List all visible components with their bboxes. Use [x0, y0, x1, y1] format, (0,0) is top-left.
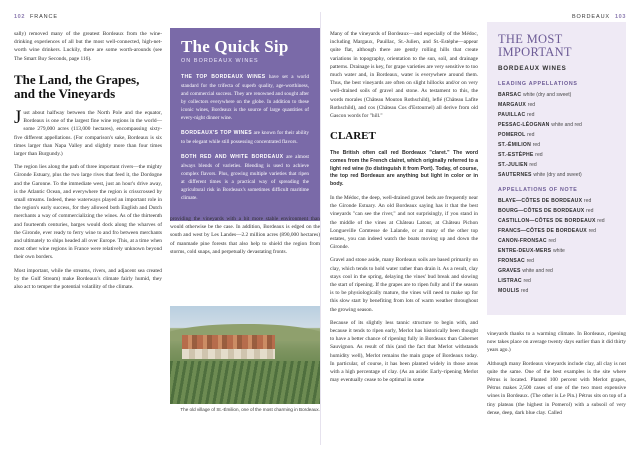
- body-paragraph: Most important, while the streams, rivers, and adjacent sea created by the Gulf Stream) make Bordeaux's climate fairly humid, they also act to temper the potential volatility of the climate.: [14, 267, 162, 290]
- appellation-desc: red: [588, 228, 596, 235]
- appellation-desc: red: [520, 287, 529, 294]
- photo-walls: [182, 349, 275, 359]
- quick-sip-item-text: have set a world standard for the trifecta of superb quality, age-worthiness, and commercial success. They are renowned and sought after by collectors everywhere on the globe. In addition to these iconic wines, Bordeaux is the source of large quantities of every-night dinner wine.: [181, 74, 309, 122]
- appellation-desc: red: [586, 208, 594, 215]
- photo-figure: [170, 306, 320, 413]
- list-item: [498, 278, 615, 284]
- list-item: [498, 218, 615, 224]
- quick-sip-item-lead: BORDEAUX'S TOP WINES: [181, 130, 253, 137]
- appellation-desc: white (dry and sweet): [522, 92, 572, 99]
- left-column-a: [14, 30, 162, 296]
- appellation-name: BARSAC: [498, 92, 522, 99]
- appellation-name: FRONSAC: [498, 257, 525, 264]
- quick-sip-item-lead: THE TOP BORDEAUX WINES: [181, 74, 266, 80]
- body-paragraph: Although many Bordeaux vineyards include clay, all clay is not quite the same. One of the best examples is the site where Pétrus is located. Planted 100 percent with Merlot grapes, Pétrus makes 2,500 cases of one of the two most expensive wines in Bordeaux. (The other is Le Pin.) Pétrus sits on top of a tiny plateau (the highest in Pomerol) with a subsoil of very dense, deep, dark blue clay. Called: [487, 360, 626, 416]
- running-head-right: [572, 14, 626, 20]
- appellation-desc: white (dry and sweet): [533, 171, 582, 178]
- quick-sip-subtitle: ON BORDEAUX WINES: [181, 58, 259, 64]
- group-heading-appellations-of-note: APPELLATIONS OF NOTE: [498, 187, 578, 194]
- list-item: [498, 288, 615, 294]
- appellation-name: MOULIS: [498, 287, 520, 294]
- appellation-name: MARGAUX: [498, 102, 527, 109]
- body-paragraph: Gravel and stone aside, many Bordeaux soils are based primarily on clay, which tends to hold water rather than drain it. As a result, clay stays cool in the spring, delaying the vines' bud break and slowing the start of ripening. If the grapes are to ripen fully and if the season is to be physiologically mature, the vines will need to make up for this slow start by benefiting from lots of warm weather throughout the growing season.: [330, 257, 478, 313]
- appellation-desc: white and red: [522, 267, 553, 274]
- quick-sip-item: [181, 73, 309, 122]
- list-item: [498, 238, 615, 244]
- list-item: [498, 112, 615, 118]
- list-item: [498, 228, 615, 234]
- list-item: [498, 172, 615, 178]
- running-head-left: [14, 14, 58, 20]
- list-item: [498, 102, 615, 108]
- appellation-name: LISTRAC: [498, 277, 522, 284]
- most-important-panel: [487, 22, 626, 315]
- claret-heading: CLARET: [330, 130, 376, 143]
- appellation-name: CANON-FRONSAC: [498, 238, 547, 245]
- appellation-desc: red: [526, 257, 534, 264]
- appellation-desc: red: [535, 151, 543, 158]
- list-item: [498, 248, 615, 254]
- folio-left: 102: [14, 14, 25, 20]
- most-important-subtitle: BORDEAUX WINES: [498, 65, 567, 73]
- body-paragraph: The region lies along the path of three important rivers—the mighty Gironde Estuary, plus the two large rives that feed it, the Dordogne and the Garonne. To the immediate west, just an hour's drive away, is the Atlantic Ocean, and everywhere the region is crisscrossed by small streams. Indeed, these waterways played an important role in the region's early success, for they allowed both English and Dutch merchants a way of commercializing the wines. As of the thirteenth and fourteenth centuries, barges would dock along the wharves of the Gironde, ever ready to ferry wine to and fro between merchants and ultimately to ships headed all over Europe. This, at a time when most other wine regions in France were relatively unknown beyond their own borders.: [14, 164, 162, 261]
- list-item: [498, 122, 615, 128]
- leading-appellations-list: [498, 92, 615, 178]
- photo-saint-emilion-village: [170, 306, 320, 404]
- right-column-inner-top: [330, 30, 478, 389]
- list-item: [498, 132, 615, 138]
- appellation-desc: red: [527, 102, 536, 109]
- appellation-name: POMEROL: [498, 132, 526, 139]
- appellation-desc: red: [527, 132, 535, 139]
- appellation-desc: red: [548, 238, 556, 245]
- appellation-desc: white: [552, 248, 565, 254]
- photo-vineyard-rows: [170, 361, 320, 404]
- appellation-desc: red: [583, 198, 592, 205]
- body-paragraph: In the Médoc, the deep, well-drained gravel beds are frequently near the Gironde Estuary. An old Bordeaux saying has it that the best vineyards "can see the river," and not surprisingly, if you stand in the middle of the vines at Château Latour, at Château Pichon Longueville Comtesse de Lalande, or at many of the other top estates, you can indeed watch the boats moving up and down the Gironde.: [330, 194, 478, 251]
- appellation-name: ENTRE-DEUX-MERS: [498, 248, 552, 254]
- gutter-divider: [320, 12, 321, 445]
- appellation-desc: red: [529, 161, 537, 168]
- appellation-name: ST.-ÉMILION: [498, 142, 532, 149]
- body-paragraph: Just about halfway between the North Pole and the equator, Bordeaux is one of the largest fine wine regions in the world—some 279,000 acres (113,000 hectares), encompassing sixty-five different appellations. (For comparison's sake, Bordeaux is six times larger than Napa Valley and slightly more than four times larger than Burgundy.): [14, 106, 162, 157]
- running-title-left: FRANCE: [29, 14, 58, 20]
- appellation-name: BOURG—CÔTES DE BORDEAUX: [498, 208, 585, 215]
- right-column-outer-bottom: [487, 330, 626, 422]
- appellation-desc: red: [527, 112, 535, 119]
- appellation-name: SAUTERNES: [498, 171, 532, 178]
- quick-sip-item-text: are almost always blends of varieties. Blending is used to achieve complex flavors. Plus, growing multiple varieties that ripen at different times is a practical way of spreading the agricultural risk in Bordeaux's sometimes difficult maritime climate.: [181, 154, 309, 202]
- section-heading-land-grapes-vineyards: The Land, the Grapes, and the Vineyards: [14, 71, 140, 102]
- list-item: [498, 208, 615, 214]
- appellation-name: ST.-JULIEN: [498, 161, 528, 168]
- appellation-desc: red: [597, 218, 605, 225]
- appellation-name: BLAYE—CÔTES DE BORDEAUX: [498, 198, 583, 205]
- body-paragraph: Many of the vineyards of Bordeaux—and especially of the Médoc, including Margaux, Pauillac, St.-Julien, and St.-Estèphe—appear quite flat, although there are gently rolling hills that create variations in topography, orientation to the sun, soil, and drainage patterns. Drainage is key, for grape varieties are very sensitive to too much water and, in Bordeaux, water is everywhere around them. Thus, the best vineyards are often on slight hillocks and/or on very well-drained soils of gravel and stone. As testament to this, the words morales (Château Mouton Rothschild), leflé (Château Lafite Rothschild), and cos (Château Cos d'Estournel) all derive from old Gascon words for "hill.": [330, 31, 478, 120]
- quick-sip-item: [181, 153, 309, 202]
- appellation-desc: red: [532, 142, 541, 149]
- intro-paragraph: sally) removed many of the greatest Bordeaux from the wine-drinking experiences of all but the most well-connected, high-net-worth wine drinkers. Luckily, there are some worth-arounds (see The Smart Buy Seconds, page 116).: [14, 31, 162, 62]
- appellation-name: CASTILLON—CÔTES DE BORDEAUX: [498, 218, 596, 225]
- body-paragraph: Because of its slightly less tannic structure to begin with, and because it tends to ripen early, Merlot has historically been thought to have a better chance of ripening fully in Bordeaux than Cabernet Sauvignon. As result of this (and the fact that Merlot withstands humidity well), Merlot remains the main grape of Bordeaux today. In particular, of course, it has been planted widely in those areas with a high percentage of clay. (As an aside: Early-ripening Merlot may eventually cease to be optimal in some: [330, 319, 478, 384]
- list-item: [498, 92, 615, 98]
- folio-right: 103: [615, 14, 626, 20]
- most-important-title: THE MOST IMPORTANT: [498, 32, 572, 60]
- body-paragraph: providing the vineyards with a bit more stable environment than would otherwise be the case. In addition, Bordeaux is edged on the south and west by Les Landes—2.2 million acres (890,000 hectares) of manmade pine forests that also help to shield the region from storms, cold snaps, and perpetually devastating fronts.: [170, 216, 320, 255]
- quick-sip-item-text: are known for their ability to be elegant while still possessing concentrated flavors.: [181, 130, 310, 146]
- appellation-name: GRAVES: [498, 267, 521, 274]
- list-item: [498, 258, 615, 264]
- list-item: [498, 162, 615, 168]
- body-paragraph: vineyards thanks to a warming climate. In Bordeaux, ripening now takes place on average twenty days earlier than it did thirty years ago.): [487, 331, 626, 354]
- list-item: [498, 198, 615, 204]
- photo-caption: The old village of St.-Émilion, one of the most charming in Bordeaux.: [180, 407, 320, 412]
- quick-sip-item: [181, 129, 309, 146]
- appellation-desc: red: [523, 277, 531, 284]
- appellation-name: PAUILLAC: [498, 112, 526, 119]
- appellation-name: PESSAC-LÉOGNAN: [498, 122, 550, 129]
- appellation-desc: white and red: [551, 122, 582, 129]
- left-column-bottom: [170, 215, 320, 261]
- quick-sip-sidebar: [170, 28, 320, 221]
- group-heading-leading-appellations: LEADING APPELLATIONS: [498, 81, 578, 88]
- quick-sip-item-lead: BOTH RED AND WHITE BORDEAUX: [181, 154, 284, 161]
- appellations-of-note-list: [498, 198, 615, 294]
- list-item: [498, 142, 615, 148]
- appellation-name: ST.-ESTÈPHE: [498, 151, 534, 158]
- list-item: [498, 268, 615, 274]
- appellation-name: FRANCS—CÔTES DE BORDEAUX: [498, 228, 587, 235]
- quick-sip-title: The Quick Sip: [181, 37, 289, 56]
- list-item: [498, 152, 615, 158]
- running-title-right: BORDEAUX: [571, 14, 611, 20]
- claret-body: The British often call red Bordeaux "claret." The word comes from the French clairet, which originally referred to a light red wine (to distinguish it from Port). Today, of course, the top red Bordeaux are anything but light in color or in body.: [330, 149, 478, 188]
